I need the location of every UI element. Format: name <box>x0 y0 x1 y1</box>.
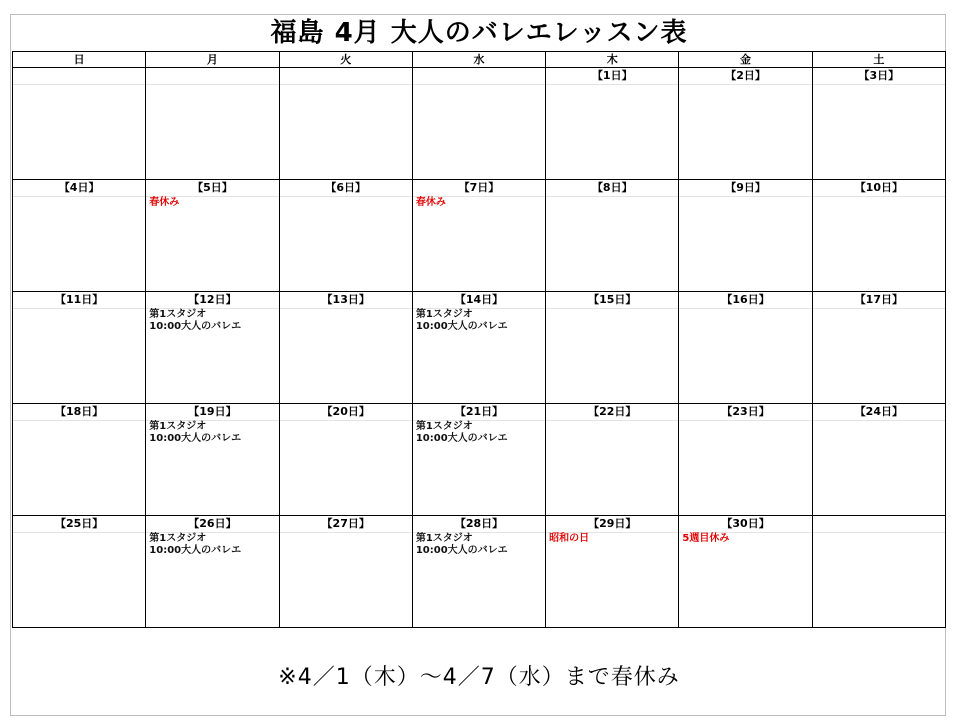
calendar-day-cell <box>13 516 146 628</box>
day-notes <box>413 421 545 445</box>
calendar-day-cell <box>412 404 545 516</box>
weekday-header: 火 <box>279 52 412 68</box>
lesson-note: 第1スタジオ <box>149 533 207 544</box>
day-number <box>280 68 412 85</box>
lesson-note: 10:00大人のバレエ <box>149 433 242 444</box>
lesson-note: 第1スタジオ <box>149 309 207 320</box>
day-number <box>146 68 278 85</box>
lesson-note: 第1スタジオ <box>149 421 207 432</box>
calendar-day-cell <box>679 68 812 180</box>
weekday-header: 月 <box>146 52 279 68</box>
day-number: 【10日】 <box>813 180 945 197</box>
calendar-day-cell <box>146 292 279 404</box>
day-notes <box>146 533 278 557</box>
day-notes <box>546 533 678 545</box>
day-notes <box>413 197 545 209</box>
day-number: 【28日】 <box>413 516 545 533</box>
holiday-note: 昭和の日 <box>549 533 590 544</box>
day-number: 【25日】 <box>13 516 145 533</box>
weekday-header: 木 <box>546 52 679 68</box>
day-number: 【8日】 <box>546 180 678 197</box>
calendar-day-cell <box>146 516 279 628</box>
day-number: 【19日】 <box>146 404 278 421</box>
day-number: 【17日】 <box>813 292 945 309</box>
day-number: 【13日】 <box>280 292 412 309</box>
spring-break-note: ※4／1（木）～4／7（水）まで春休み <box>278 665 680 690</box>
calendar-day-cell <box>146 404 279 516</box>
calendar-day-cell <box>546 180 679 292</box>
day-number <box>813 516 945 533</box>
calendar-day-cell <box>546 404 679 516</box>
calendar-day-cell <box>679 404 812 516</box>
calendar-day-cell <box>279 404 412 516</box>
day-notes <box>413 533 545 557</box>
day-number: 【11日】 <box>13 292 145 309</box>
weekday-header: 金 <box>679 52 812 68</box>
calendar-day-cell <box>679 180 812 292</box>
day-number: 【4日】 <box>13 180 145 197</box>
calendar-day-cell <box>546 292 679 404</box>
calendar-day-cell <box>412 180 545 292</box>
day-notes <box>413 309 545 333</box>
calendar-day-cell <box>279 292 412 404</box>
lesson-note: 10:00大人のバレエ <box>415 545 508 556</box>
calendar-week-row <box>13 292 946 404</box>
calendar-week-row <box>13 68 946 180</box>
day-number: 【7日】 <box>413 180 545 197</box>
day-number: 【21日】 <box>413 404 545 421</box>
day-number: 【1日】 <box>546 68 678 85</box>
calendar-day-cell <box>679 516 812 628</box>
day-number: 【22日】 <box>546 404 678 421</box>
day-number: 【9日】 <box>679 180 811 197</box>
day-number: 【15日】 <box>546 292 678 309</box>
calendar-week-row <box>13 180 946 292</box>
day-number: 【27日】 <box>280 516 412 533</box>
calendar-day-cell <box>279 516 412 628</box>
day-number: 【26日】 <box>146 516 278 533</box>
lesson-note: 第1スタジオ <box>415 309 473 320</box>
lesson-note: 10:00大人のバレエ <box>415 433 508 444</box>
calendar-day-cell <box>13 292 146 404</box>
weekday-header: 日 <box>13 52 146 68</box>
calendar-day-cell <box>812 516 945 628</box>
calendar-day-cell <box>412 68 545 180</box>
weekday-header: 土 <box>812 52 945 68</box>
day-number <box>13 68 145 85</box>
day-number: 【23日】 <box>679 404 811 421</box>
calendar-day-cell <box>146 180 279 292</box>
page-title: 福島 4月 大人のバレエレッスン表 <box>270 18 688 48</box>
calendar-day-cell <box>146 68 279 180</box>
day-notes <box>146 309 278 333</box>
calendar-day-cell <box>412 516 545 628</box>
calendar-day-cell <box>13 180 146 292</box>
calendar-day-cell <box>812 68 945 180</box>
weekday-header-row <box>13 52 946 68</box>
calendar-day-cell <box>812 404 945 516</box>
day-number <box>413 68 545 85</box>
lesson-note: 10:00大人のバレエ <box>149 321 242 332</box>
calendar-day-cell <box>13 68 146 180</box>
calendar-day-cell <box>412 292 545 404</box>
day-number: 【12日】 <box>146 292 278 309</box>
lesson-note: 10:00大人のバレエ <box>415 321 508 332</box>
holiday-note: 5週目休み <box>682 533 730 544</box>
day-number: 【29日】 <box>546 516 678 533</box>
calendar-day-cell <box>679 292 812 404</box>
day-number: 【2日】 <box>679 68 811 85</box>
calendar-day-cell <box>546 516 679 628</box>
day-number: 【24日】 <box>813 404 945 421</box>
calendar-table <box>12 51 946 628</box>
day-number: 【20日】 <box>280 404 412 421</box>
weekday-header: 水 <box>412 52 545 68</box>
calendar-day-cell <box>279 68 412 180</box>
day-number: 【30日】 <box>679 516 811 533</box>
day-number: 【3日】 <box>813 68 945 85</box>
day-notes <box>679 533 811 545</box>
day-notes <box>146 421 278 445</box>
calendar-day-cell <box>812 180 945 292</box>
lesson-note: 10:00大人のバレエ <box>149 545 242 556</box>
calendar-day-cell <box>13 404 146 516</box>
day-number: 【14日】 <box>413 292 545 309</box>
lesson-note: 第1スタジオ <box>415 421 473 432</box>
calendar-week-row <box>13 404 946 516</box>
day-number: 【6日】 <box>280 180 412 197</box>
lesson-note: 第1スタジオ <box>415 533 473 544</box>
calendar-body <box>13 68 946 628</box>
holiday-note: 春休み <box>415 197 446 208</box>
day-number: 【16日】 <box>679 292 811 309</box>
day-number: 【5日】 <box>146 180 278 197</box>
holiday-note: 春休み <box>149 197 180 208</box>
calendar-week-row <box>13 516 946 628</box>
day-notes <box>146 197 278 209</box>
day-number: 【18日】 <box>13 404 145 421</box>
calendar-day-cell <box>546 68 679 180</box>
calendar-day-cell <box>812 292 945 404</box>
calendar-day-cell <box>279 180 412 292</box>
